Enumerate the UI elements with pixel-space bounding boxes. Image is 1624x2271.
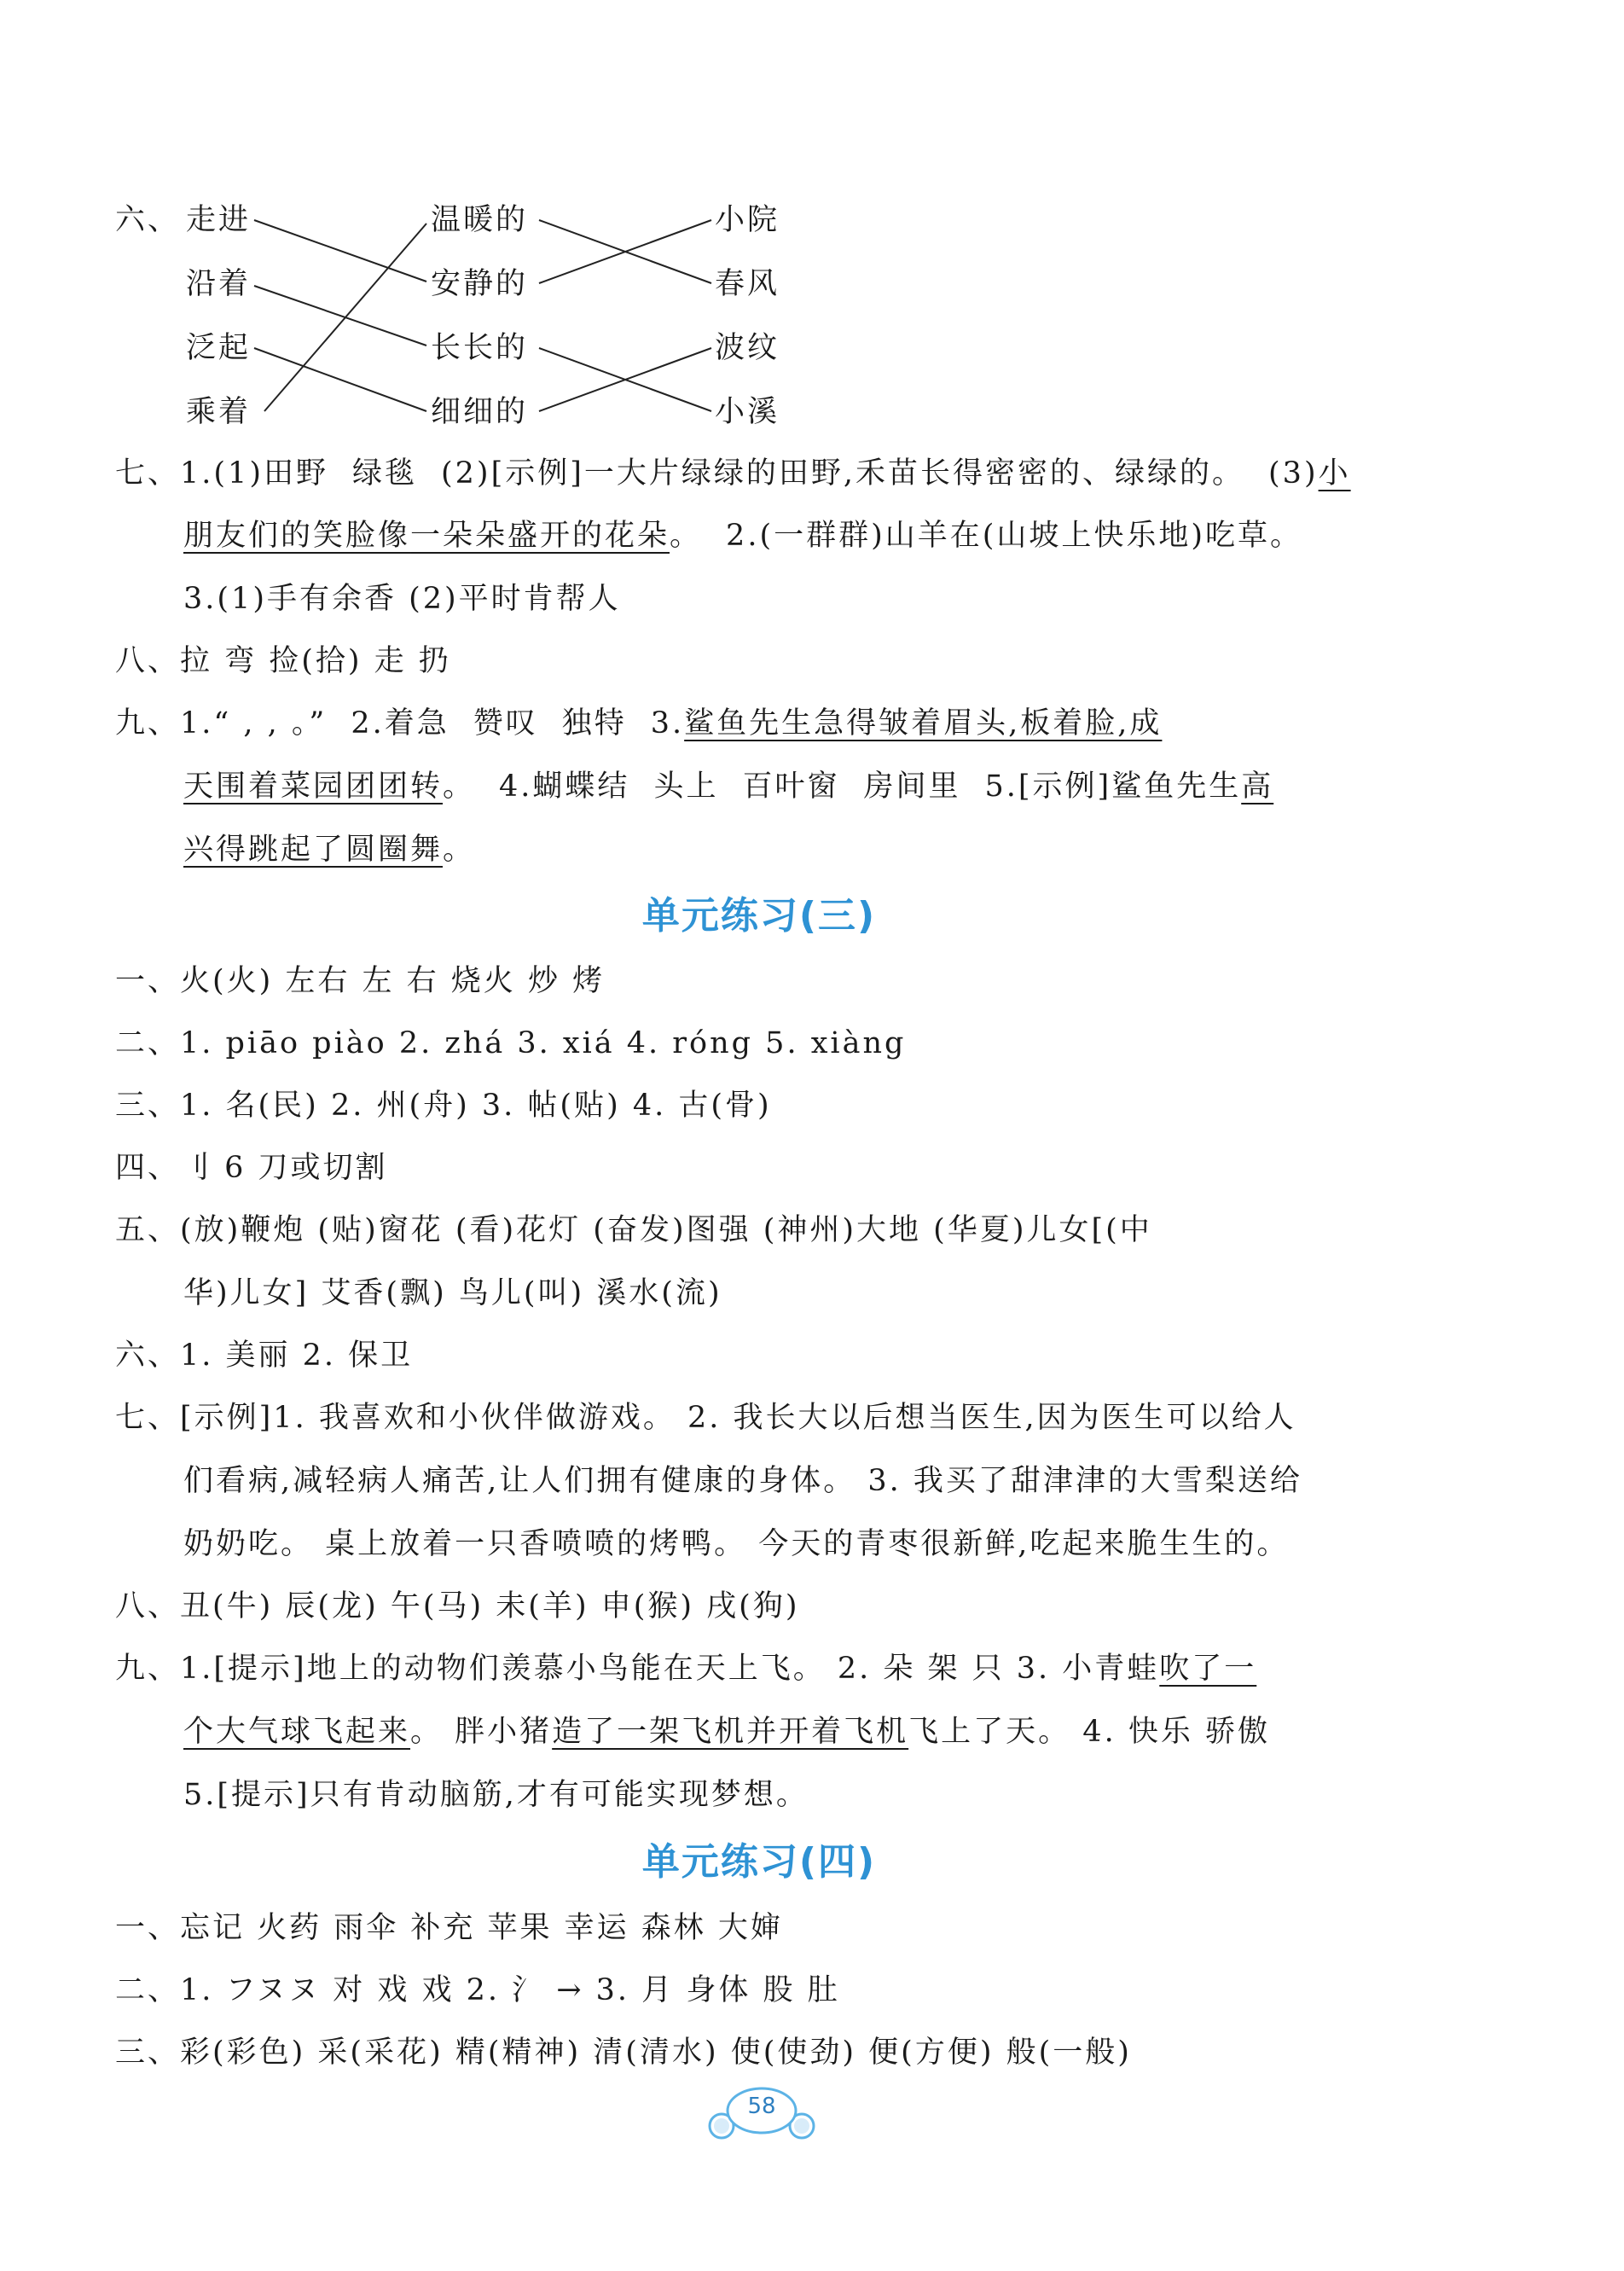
- u4-sec3: 三、彩(彩色) 采(采花) 精(精神) 清(清水) 使(使劲) 便(方便) 般(一般): [115, 2036, 1132, 2070]
- sec7-line1: 七、1.(1)田野 绿毯 (2)[示例]一大片绿绿的田野,禾苗长得密密的、绿绿的。 (3)小: [115, 456, 1351, 491]
- match-col1-item: 走进: [186, 203, 252, 237]
- match-col1-item: 乘着: [186, 395, 252, 429]
- sec9-line3: 兴得跳起了圆圈舞。: [183, 833, 476, 867]
- match-col1-item: 泛起: [186, 331, 252, 365]
- u3-sec5-line2: 华)儿女] 艾香(飘) 鸟儿(叫) 溪水(流): [183, 1276, 722, 1310]
- u3-sec4: 四、刂 6 刀或切割: [115, 1151, 388, 1185]
- match-col2-item: 安静的: [431, 267, 529, 301]
- match-col2-item: 温暖的: [431, 203, 529, 237]
- match-col2-item: 长长的: [431, 331, 529, 365]
- u3-sec9-line2: 个大气球飞起来。 胖小猪造了一架飞机并开着飞机飞上了天。 4. 快乐 骄傲: [183, 1715, 1270, 1749]
- u3-sec9-line3: 5.[提示]只有肯动脑筋,才有可能实现梦想。: [183, 1778, 809, 1812]
- u3-sec7-line2: 们看病,减轻病人痛苦,让人们拥有健康的身体。 3. 我买了甜津津的大雪梨送给: [183, 1464, 1302, 1498]
- u4-sec2: 二、1. フヌヌ 对 戏 戏 2. 氵 → 3. 月 身体 股 肚: [115, 1973, 840, 2007]
- u3-sec7-line1: 七、[示例]1. 我喜欢和小伙伴做游戏。 2. 我长大以后想当医生,因为医生可以给人: [115, 1401, 1296, 1435]
- match-col1-item: 沿着: [186, 267, 252, 301]
- match-col3-item: 小院: [715, 203, 780, 237]
- sec7-line2: 朋友们的笑脸像一朵朵盛开的花朵。 2.(一群群)山羊在(山坡上快乐地)吃草。: [183, 519, 1303, 553]
- u3-sec5-line1: 五、(放)鞭炮 (贴)窗花 (看)花灯 (奋发)图强 (神州)大地 (华夏)儿女[(中: [115, 1213, 1152, 1247]
- page-number: 58: [747, 2094, 776, 2119]
- line-chengzhe-wennuan: [264, 224, 426, 411]
- u3-sec9-line1: 九、1.[提示]地上的动物们羡慕小鸟能在天上飞。 2. 朵 架 只 3. 小青蛙吹了一: [115, 1652, 1257, 1686]
- u3-sec6: 六、1. 美丽 2. 保卫: [115, 1339, 414, 1373]
- match-col3-item: 小溪: [715, 395, 780, 429]
- sec8-line: 八、拉 弯 捡(拾) 走 扔: [115, 644, 451, 678]
- matching-label: 六、: [115, 203, 181, 237]
- match-col3-item: 波纹: [715, 331, 780, 365]
- u3-sec8: 八、丑(牛) 辰(龙) 午(马) 未(羊) 申(猴) 戌(狗): [115, 1589, 800, 1623]
- sec9-line1: 九、1.“ , , 。” 2.着急 赞叹 独特 3.鲨鱼先生急得皱着眉头,板着脸,成: [115, 706, 1163, 741]
- line-zoujin-anjing: [254, 220, 426, 282]
- u3-sec7-line3: 奶奶吃。 桌上放着一只香喷喷的烤鸭。 今天的青枣很新鲜,吃起来脆生生的。: [183, 1527, 1290, 1561]
- u3-sec2: 二、1. piāo piào 2. zhá 3. xiá 4. róng 5. xiàng: [115, 1026, 907, 1060]
- line-fanqi-xixi: [254, 348, 426, 411]
- u3-sec3: 三、1. 名(民) 2. 州(舟) 3. 帖(贴) 4. 古(骨): [115, 1089, 772, 1123]
- match-col3-item: 春风: [715, 267, 780, 301]
- u3-sec1: 一、火(火) 左右 左 右 烧火 炒 烤: [115, 964, 606, 998]
- unit3-title: 单元练习(三): [641, 894, 877, 938]
- match-col2-item: 细细的: [431, 395, 529, 429]
- sec9-line2: 天围着菜园团团转。 4.蝴蝶结 头上 百叶窗 房间里 5.[示例]鲨鱼先生高: [183, 770, 1274, 804]
- u4-sec1: 一、忘记 火药 雨伞 补充 苹果 幸运 森林 大婶: [115, 1911, 783, 1945]
- line-yanzhe-changchang: [254, 286, 426, 346]
- page-number-badge: [706, 2082, 817, 2150]
- unit4-title: 单元练习(四): [641, 1840, 877, 1884]
- sec7-line3: 3.(1)手有余香 (2)平时肯帮人: [183, 582, 621, 616]
